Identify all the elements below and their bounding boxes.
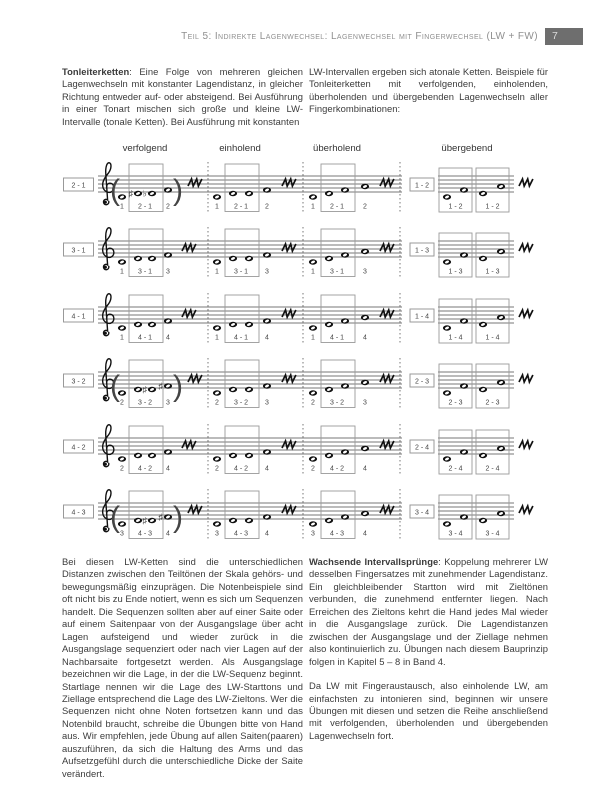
svg-text:1: 1: [311, 268, 315, 276]
svg-text:): ): [173, 500, 183, 534]
svg-text:1: 1: [311, 334, 315, 342]
svg-text:1 - 3: 1 - 3: [414, 247, 430, 255]
svg-text:1 - 2: 1 - 2: [448, 203, 463, 211]
svg-text:3 - 2: 3 - 2: [71, 378, 86, 386]
intro-left-paragraph: [62, 66, 303, 128]
svg-text:1 - 4: 1 - 4: [414, 313, 430, 321]
intro-left-text: : Eine Folge von mehreren gleichen Lagenwechseln mit konstanter Lagendistanz, in gleicher Richtung entweder auf- oder absteigend. Bei Ausführung in einer Tonart mischen sich große und kleine LW-Intervalle (tonale Ketten). Bei Ausführung mit konstanten: [62, 66, 303, 127]
svg-text:3 - 1: 3 - 1: [329, 268, 345, 276]
svg-text:3 - 2: 3 - 2: [233, 399, 249, 407]
svg-text:3: 3: [363, 268, 367, 276]
svg-text:4: 4: [363, 334, 367, 342]
svg-text:4 - 3: 4 - 3: [329, 530, 345, 538]
svg-text:2: 2: [311, 465, 315, 473]
svg-text:4: 4: [166, 334, 170, 342]
svg-text:3: 3: [311, 530, 315, 538]
svg-text:3: 3: [215, 530, 219, 538]
body-right-column: [309, 556, 548, 754]
svg-text:2: 2: [265, 203, 269, 211]
svg-text:2 - 4: 2 - 4: [485, 465, 500, 473]
svg-text:1 - 3: 1 - 3: [448, 268, 463, 276]
svg-text:2: 2: [120, 465, 124, 473]
svg-text:2: 2: [215, 465, 219, 473]
body-left-paragraph: Bei diesen LW-Ketten sind die unterschiedlichen Distanzen zwischen den Teiltönen der Skala gehörs- und bewegungsmäßig einzuprägen. Die Notenbeispiele sind oft nicht bis zu Ende notiert, wenn es sich um Sequenzen handelt. Die Sequenzen sollten aber auf einer Saite oder auf einem Saitenpaar von der Ausgangslage über acht Lagen aufsteigend und wieder zurück in die Ausgangslage sequenziert oder nach vier Lagen auf der Nachbarsaite fortgesetzt werden. Als Ausgangslage bezeichnen wir die Lage, in der die LW-Sequenz beginnt. Startlage nennen wir die Lage des LW-Starttons und Ziellage entsprechend die Lage des LW-Zieltons. Wer die Sequenzen nicht ohne Noten fortsetzen kann und das Notenbild braucht, schreibe die Übungen bitte von Hand aus. Wir empfehlen, jede Übung auf allen Saiten(paaren) auszuführen, da sich die Haltung des Arms und das Aufsetzgefühl durch die unterschiedliche Dicke der Saite verändert.: [62, 556, 303, 779]
page-header: [0, 28, 610, 46]
svg-text:3 - 2: 3 - 2: [329, 399, 345, 407]
column-header-einholend: einholend: [219, 143, 261, 154]
svg-text:2 - 3: 2 - 3: [485, 399, 500, 407]
body-right-paragraph-2: Da LW mit Fingeraustausch, also einholende LW, am einfachsten zu intonieren sind, beginnen wir unsere Übungen mit diesen und setzen die Reihe anschließend mit verfolgenden, überholenden und übergebenden Lagenwechseln fort.: [309, 680, 548, 741]
svg-text:4 - 3: 4 - 3: [137, 530, 153, 538]
svg-text:(: (: [110, 500, 120, 534]
svg-text:2 - 4: 2 - 4: [414, 444, 430, 452]
svg-text:1: 1: [120, 334, 124, 342]
svg-text:♯: ♯: [158, 380, 164, 391]
svg-text:4: 4: [363, 465, 367, 473]
svg-text:2: 2: [363, 203, 367, 211]
body-right-lead: Wachsende Intervallsprünge: [309, 556, 439, 567]
intro-left-lead: Tonleiterketten: [62, 66, 130, 77]
svg-text:4 - 2: 4 - 2: [329, 465, 345, 473]
svg-text:♯: ♯: [142, 515, 148, 526]
svg-text:2 - 3: 2 - 3: [414, 378, 430, 386]
column-header-uebergebend: übergebend: [441, 143, 493, 154]
svg-text:♯: ♯: [142, 384, 148, 395]
svg-text:4: 4: [166, 530, 170, 538]
svg-text:4 - 2: 4 - 2: [71, 444, 86, 452]
svg-text:♭: ♭: [142, 188, 147, 199]
svg-text:2 - 1: 2 - 1: [233, 203, 249, 211]
svg-text:3: 3: [120, 530, 124, 538]
svg-text:4 - 3: 4 - 3: [233, 530, 249, 538]
svg-text:3: 3: [166, 399, 170, 407]
intro-right-paragraph: LW-Intervallen ergeben sich atonale Ketten. Beispiele für Tonleiterketten mit verfolgenden, einholenden, überholenden und übergebenden Lagenwechseln aller Fingerkombinationen:: [309, 66, 548, 115]
figure-column-headers: [0, 143, 610, 157]
svg-text:4 - 3: 4 - 3: [71, 509, 86, 517]
svg-text:4 - 1: 4 - 1: [137, 334, 153, 342]
intro-right-column: [309, 66, 548, 128]
column-header-verfolgend: verfolgend: [122, 143, 168, 154]
svg-text:3 - 1: 3 - 1: [137, 268, 153, 276]
svg-text:1: 1: [215, 334, 219, 342]
body-right-text: : Koppelung mehrerer LW desselben Fingersatzes mit zunehmender Lagendistanz. Ein gleichbleibender Startton wird mit Zieltönen verbunden, die zunehmend entfernter liegen. Nach Erreichen des Zieltons kehrt die Hand jedes Mal wieder in die Ausgangslage zurück. Die Lagendistanzen zwischen der Ausgangslage und der Ziellage nehmen also kontinuierlich zu. Übungen nach diesem Bauprinzip folgen in Kapitel 5 – 8 in Band 4.: [309, 556, 548, 667]
svg-text:2 - 1: 2 - 1: [329, 203, 345, 211]
svg-text:♯: ♯: [158, 511, 164, 522]
svg-text:1 - 4: 1 - 4: [485, 334, 500, 342]
svg-text:3: 3: [166, 268, 170, 276]
svg-text:3 - 4: 3 - 4: [414, 509, 430, 517]
svg-text:2: 2: [215, 399, 219, 407]
svg-text:): ): [173, 174, 183, 207]
svg-text:1 - 3: 1 - 3: [485, 268, 500, 276]
svg-text:4 - 2: 4 - 2: [233, 465, 249, 473]
svg-text:3 - 4: 3 - 4: [485, 530, 500, 538]
staff-rows: [62, 158, 554, 550]
svg-text:3: 3: [265, 399, 269, 407]
svg-text:2 - 1: 2 - 1: [71, 182, 86, 190]
svg-text:3: 3: [265, 268, 269, 276]
svg-text:(: (: [110, 174, 120, 207]
svg-text:1: 1: [120, 203, 124, 211]
svg-text:4 - 1: 4 - 1: [233, 334, 249, 342]
svg-text:4: 4: [265, 530, 269, 538]
svg-text:1: 1: [215, 203, 219, 211]
staff-row: [62, 223, 554, 281]
svg-text:4 - 1: 4 - 1: [329, 334, 345, 342]
body-right-paragraph-1: [309, 556, 548, 668]
staff-row: [62, 485, 554, 543]
staff-row: [62, 158, 554, 216]
svg-text:1: 1: [215, 268, 219, 276]
svg-text:4 - 1: 4 - 1: [71, 313, 86, 321]
svg-text:1 - 2: 1 - 2: [414, 182, 430, 190]
svg-text:2 - 1: 2 - 1: [137, 203, 153, 211]
column-header-ueberholend: überholend: [312, 143, 362, 154]
svg-text:2 - 3: 2 - 3: [448, 399, 463, 407]
svg-text:♯: ♯: [128, 188, 134, 199]
svg-text:3: 3: [363, 399, 367, 407]
svg-text:): ): [173, 370, 183, 404]
staff-row: [62, 420, 554, 478]
svg-text:1: 1: [120, 268, 124, 276]
staff-row: [62, 289, 554, 347]
svg-text:1: 1: [311, 203, 315, 211]
chapter-title: Teil 5: Indirekte Lagenwechsel: Lagenwechsel mit Fingerwechsel (LW + FW): [181, 31, 538, 42]
page-number-badge: 7: [545, 28, 583, 45]
svg-text:2: 2: [311, 399, 315, 407]
svg-text:1 - 2: 1 - 2: [485, 203, 500, 211]
svg-text:(: (: [110, 370, 120, 404]
svg-text:3 - 2: 3 - 2: [137, 399, 153, 407]
svg-text:3 - 1: 3 - 1: [233, 268, 249, 276]
staff-row: [62, 354, 554, 412]
svg-text:4 - 2: 4 - 2: [137, 465, 153, 473]
svg-text:2: 2: [166, 203, 170, 211]
svg-text:2 - 4: 2 - 4: [448, 465, 463, 473]
svg-text:4: 4: [265, 465, 269, 473]
svg-text:3 - 1: 3 - 1: [71, 247, 86, 255]
svg-text:1 - 4: 1 - 4: [448, 334, 463, 342]
svg-text:4: 4: [363, 530, 367, 538]
svg-text:2: 2: [120, 399, 124, 407]
intro-left-column: [62, 66, 303, 140]
svg-text:3 - 4: 3 - 4: [448, 530, 463, 538]
svg-text:4: 4: [166, 465, 170, 473]
body-left-column: [62, 556, 303, 792]
svg-text:4: 4: [265, 334, 269, 342]
